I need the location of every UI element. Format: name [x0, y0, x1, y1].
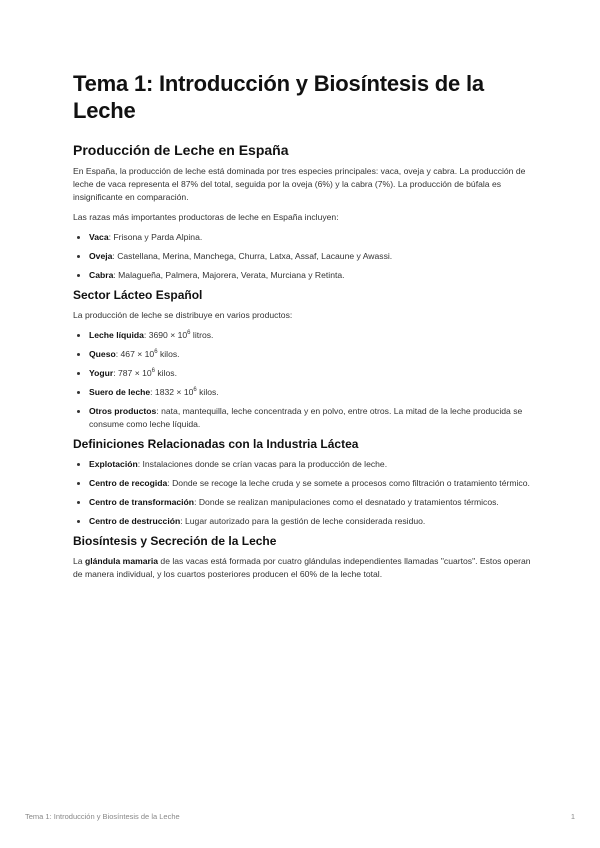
list-item-term: Explotación: [89, 459, 138, 469]
paragraph-produccion: En España, la producción de leche está dominada por tres especies principales: vaca, oveja y cabra. La producción de leche de vaca representa el 87% del total, seguida por la oveja (6%) y la cabra (7%). La producción de búfala es insignificante en comparación.: [73, 166, 526, 202]
list-item-term: Suero de leche: [89, 387, 151, 397]
list-item: [89, 250, 533, 263]
exponent: 6: [154, 349, 158, 356]
list-item-term: Centro de recogida: [89, 478, 168, 488]
list-item: [89, 515, 533, 528]
list-item-term: Cabra: [89, 270, 114, 280]
list-item-term: Yogur: [89, 368, 114, 378]
list-item: [89, 269, 533, 282]
unit-text: kilos.: [196, 387, 219, 397]
page-title: Tema 1: Introducción y Biosíntesis de la Leche: [73, 71, 484, 123]
list-item-text: : 467 × 10: [115, 349, 155, 359]
section-heading-biosintesis: Biosíntesis y Secreción de la Leche: [73, 534, 277, 548]
list-item: [89, 405, 533, 431]
list-item-term: Vaca: [89, 232, 109, 242]
list-item: [89, 231, 533, 244]
text-fragment: La: [73, 556, 85, 566]
list-item: [89, 329, 533, 342]
breeds-list: [73, 231, 533, 282]
list-item: [89, 458, 533, 471]
list-item-term: Leche líquida: [89, 330, 144, 340]
section-heading-produccion: Producción de Leche en España: [73, 142, 289, 158]
list-item-term: Otros productos: [89, 406, 157, 416]
list-item-text: : 1832 × 10: [150, 387, 194, 397]
list-item-text: : Frisona y Parda Alpina.: [108, 232, 203, 242]
list-item-term: Centro de destrucción: [89, 516, 181, 526]
products-list: [73, 329, 533, 431]
list-item-text: : 3690 × 10: [143, 330, 188, 340]
list-item-term: Queso: [89, 349, 116, 359]
section-heading-definiciones: Definiciones Relacionadas con la Industria Láctea: [73, 437, 359, 451]
list-item-text: : Malagueña, Palmera, Majorera, Verata, Murciana y Retinta.: [113, 270, 345, 280]
exponent: 6: [193, 387, 197, 394]
section-heading-sector: Sector Lácteo Español: [73, 288, 203, 302]
text-fragment: de las vacas está formada por cuatro glándulas independientes llamadas "cuartos". Estos operan de manera individual, y los cuartos posteriores producen el 60% de la leche total.: [73, 556, 531, 579]
list-item-text: : Castellana, Merina, Manchega, Churra, Latxa, Assaf, Lacaune y Awassi.: [112, 251, 393, 261]
unit-text: litros.: [190, 330, 214, 340]
list-item: [89, 477, 533, 490]
exponent: 6: [187, 330, 191, 337]
list-item-text: : 787 × 10: [113, 368, 152, 378]
document-page: [73, 70, 533, 588]
paragraph-sector-intro: La producción de leche se distribuye en varios productos:: [73, 310, 293, 320]
list-item: [89, 348, 533, 361]
list-item-text: : Instalaciones donde se crían vacas para la producción de leche.: [137, 459, 388, 469]
page-footer: [25, 812, 575, 821]
list-item-term: Oveja: [89, 251, 113, 261]
definitions-list: [73, 458, 533, 528]
list-item-text: : Donde se realizan manipulaciones como el desnatado y tratamientos térmicos.: [194, 497, 499, 507]
exponent: 6: [151, 368, 155, 375]
bold-term: glándula mamaria: [84, 556, 159, 566]
unit-text: kilos.: [155, 368, 177, 378]
footer-title: Tema 1: Introducción y Biosíntesis de la Leche: [25, 812, 180, 821]
list-item: [89, 496, 533, 509]
list-item: [89, 386, 533, 399]
list-item-text: : Donde se recoge la leche cruda y se somete a procesos como filtración o tratamiento térmico.: [167, 478, 530, 488]
list-item-text: : nata, mantequilla, leche concentrada y en polvo, entre otros. La mitad de la leche producida se consume como leche líquida.: [89, 406, 523, 429]
paragraph-razas-intro: Las razas más importantes productoras de leche en España incluyen:: [73, 212, 339, 222]
page-number: 1: [570, 812, 575, 821]
unit-text: kilos.: [157, 349, 180, 359]
paragraph-biosintesis: [73, 555, 533, 581]
list-item-term: Centro de transformación: [89, 497, 195, 507]
list-item: [89, 367, 533, 380]
list-item-text: : Lugar autorizado para la gestión de leche considerada residuo.: [180, 516, 426, 526]
